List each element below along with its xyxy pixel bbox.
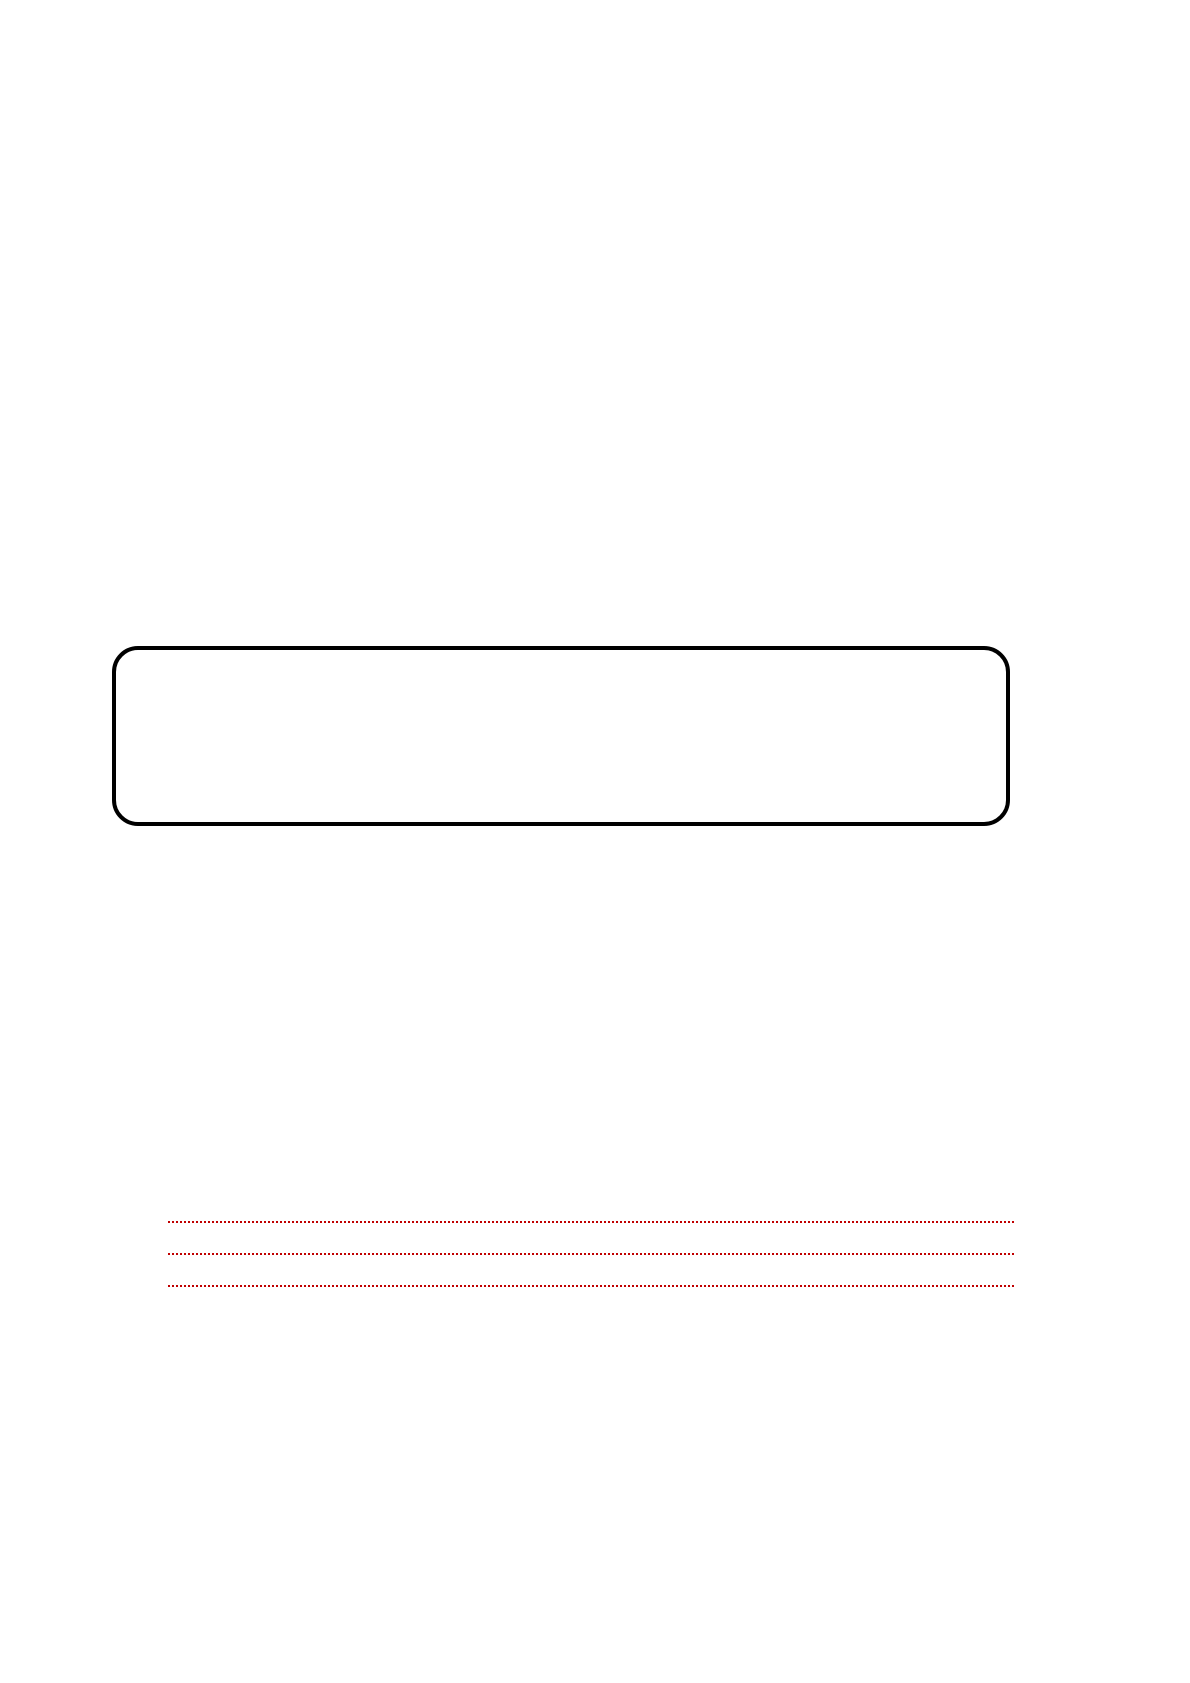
thesis-title-box — [112, 646, 1010, 826]
jury-member-row — [166, 1200, 1016, 1232]
dot-leader — [168, 1273, 1014, 1287]
jury-member-row — [166, 1232, 1016, 1264]
jury-list — [166, 1200, 1016, 1296]
dot-leader — [168, 1241, 1014, 1255]
dot-leader — [168, 1209, 1014, 1223]
jury-member-row — [166, 1264, 1016, 1296]
